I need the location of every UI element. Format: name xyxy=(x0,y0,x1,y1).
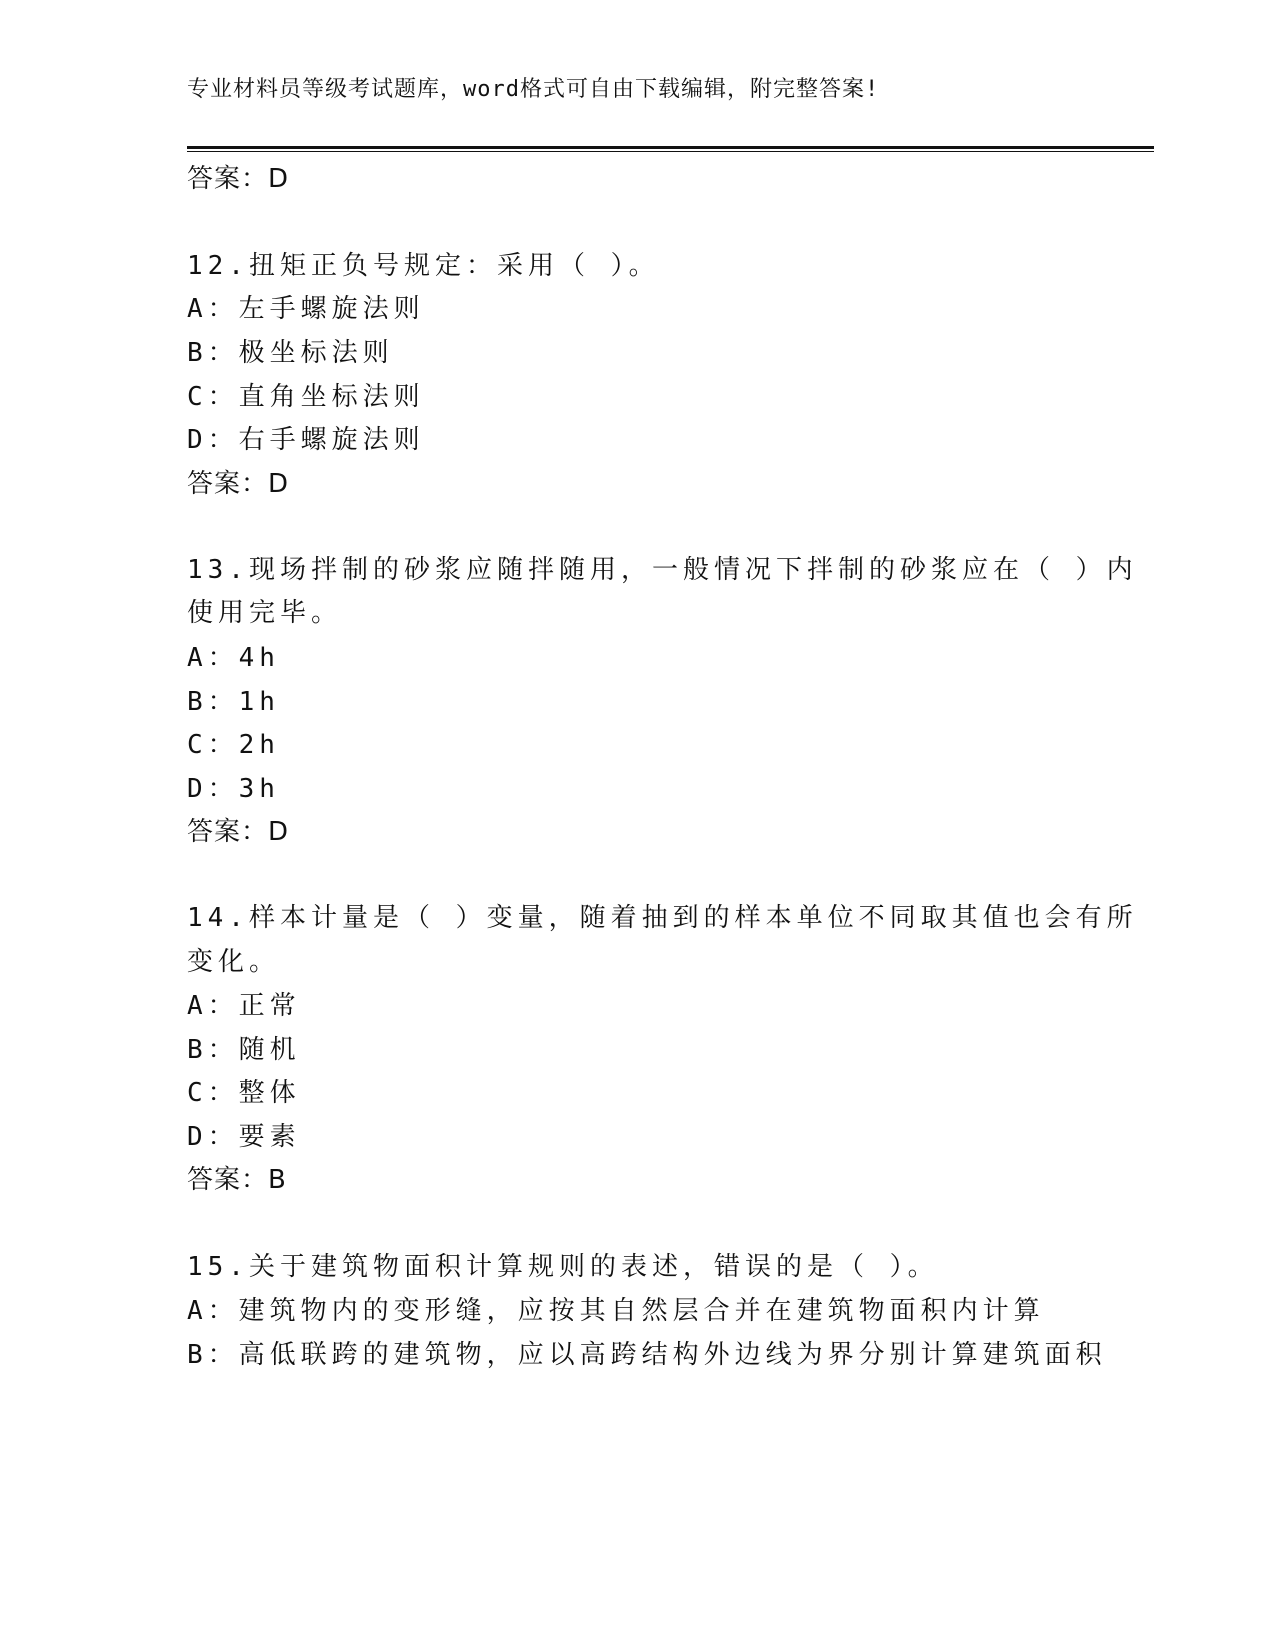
answer-line: 答案：D xyxy=(187,164,290,194)
question-stem: 14.样本计量是（ ）变量，随着抽到的样本单位不同取其值也会有所 xyxy=(187,903,1138,933)
answer-line: 答案：D xyxy=(187,817,290,847)
answer-line: 答案：D xyxy=(187,469,290,499)
question-stem-continued: 变化。 xyxy=(187,947,281,977)
option-a: A：左手螺旋法则 xyxy=(187,294,425,324)
option-c: C：2h xyxy=(187,730,280,760)
question-stem: 15.关于建筑物面积计算规则的表述，错误的是（ ）。 xyxy=(187,1252,939,1282)
option-a: A：建筑物内的变形缝，应按其自然层合并在建筑物面积内计算 xyxy=(187,1296,1045,1326)
option-c: C：整体 xyxy=(187,1078,301,1108)
option-b: B：高低联跨的建筑物，应以高跨结构外边线为界分别计算建筑面积 xyxy=(187,1340,1107,1370)
header-rule-thick xyxy=(187,146,1154,149)
option-a: A：正常 xyxy=(187,991,301,1021)
option-d: D：3h xyxy=(187,774,280,804)
header-text: 专业材料员等级考试题库，word格式可自由下载编辑，附完整答案! xyxy=(187,77,880,102)
question-stem-continued: 使用完毕。 xyxy=(187,598,343,628)
question-stem: 13.现场拌制的砂浆应随拌随用，一般情况下拌制的砂浆应在（ ）内 xyxy=(187,555,1138,585)
option-b: B：1h xyxy=(187,687,280,717)
header-rule-thin xyxy=(187,151,1154,152)
option-b: B：随机 xyxy=(187,1035,301,1065)
option-d: D：要素 xyxy=(187,1122,301,1152)
option-c: C：直角坐标法则 xyxy=(187,382,425,412)
answer-line: 答案：B xyxy=(187,1165,287,1195)
option-d: D：右手螺旋法则 xyxy=(187,425,425,455)
option-a: A：4h xyxy=(187,643,280,673)
option-b: B：极坐标法则 xyxy=(187,338,394,368)
question-stem: 12.扭矩正负号规定：采用（ ）。 xyxy=(187,251,660,281)
